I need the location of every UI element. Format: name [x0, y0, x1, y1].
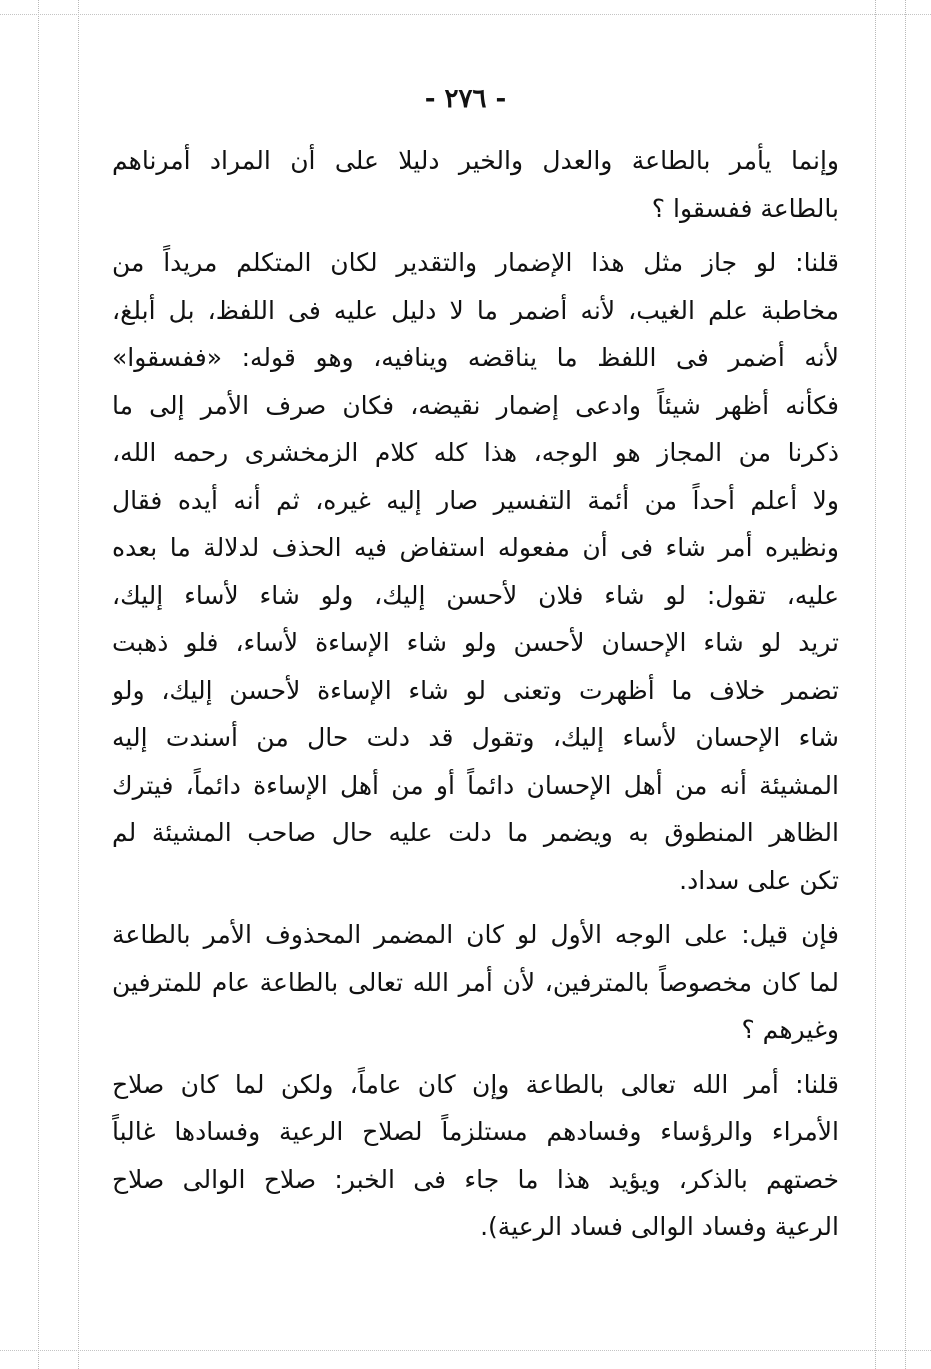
text-line: ذكرنا من المجاز هو الوجه، هذا كله كلام الزمخشرى رحمه الله، [112, 438, 839, 467]
text-line: قلنا: لو جاز مثل هذا الإضمار والتقدير لكان المتكلم مريداً من [112, 248, 839, 277]
text-line: خصتهم بالذكر، ويؤيد هذا ما جاء فى الخبر: صلاح الوالى صلاح [112, 1164, 839, 1194]
text-line: بالطاعة ففسقوا ؟ [651, 193, 839, 223]
text-line: تكن على سداد. [679, 865, 839, 895]
scan-border-left-inner [78, 0, 79, 1369]
text-line: وإنما يأمر بالطاعة والعدل والخير دليلا على أن المراد أمرناهم [112, 146, 839, 175]
paragraph [112, 137, 839, 232]
scan-border-left-outer [38, 0, 39, 1369]
paragraph [112, 239, 839, 904]
text-line: الرعية وفساد الوالى فساد الرعية). [480, 1212, 839, 1241]
text-line: الأمراء والرؤساء وفسادهم مستلزماً لصلاح الرعية وفسادها غالباً [112, 1117, 839, 1146]
text-line: لما كان مخصوصاً بالمترفين، لأن أمر الله تعالى بالطاعة عام للمترفين [112, 967, 839, 997]
text-line: ونظيره أمر شاء فى أن مفعوله استفاض فيه الحذف لدلالة ما بعده [112, 533, 839, 562]
body-text [112, 137, 839, 1251]
text-line: تريد لو شاء الإحسان لأحسن ولو شاء الإساءة لأساء، فلو ذهبت [112, 628, 839, 657]
scan-border-bottom [0, 1350, 931, 1351]
text-line: مخاطبة علم الغيب، لأنه أضمر ما لا دليل عليه فى اللفظ، بل أبلغ، [112, 295, 839, 325]
paragraph [112, 1061, 839, 1251]
text-line: فإن قيل: على الوجه الأول لو كان المضمر المحذوف الأمر بالطاعة [112, 920, 839, 949]
text-line: قلنا: أمر الله تعالى بالطاعة وإن كان عاماً، ولكن لما كان صلاح [112, 1069, 839, 1099]
scan-border-right-inner [875, 0, 876, 1369]
scan-border-right-outer [905, 0, 906, 1369]
page-number: - ٢٧٦ - [424, 84, 507, 114]
text-line: فكأنه أظهر شيئاً وادعى إضمار نقيضه، فكان صرف الأمر إلى ما [112, 390, 839, 420]
scan-border-top [0, 14, 931, 15]
text-line: الظاهر المنطوق به ويضمر ما دلت عليه حال صاحب المشيئة لم [112, 818, 839, 847]
text-line: ولا أعلم أحداً من أئمة التفسير صار إليه غيره، ثم أنه أيده فقال [112, 485, 839, 515]
text-line: المشيئة أنه من أهل الإحسان دائماً أو من أهل الإساءة دائماً، فيترك [112, 770, 839, 800]
text-line: لأنه أضمر فى اللفظ ما يناقضه وينافيه، وهو قوله: «ففسقوا» [112, 343, 839, 372]
paragraph [112, 911, 839, 1054]
text-line: عليه، تقول: لو شاء فلان لأحسن إليك، ولو شاء لأساء إليك، [112, 580, 839, 610]
text-line: تضمر خلاف ما أظهرت وتعنى لو شاء الإساءة لأحسن إليك، ولو [112, 675, 839, 705]
text-line: شاء الإحسان لأساء إليك، وتقول قد دلت حال من أسندت إليه [112, 723, 839, 752]
text-line: وغيرهم ؟ [741, 1015, 839, 1044]
